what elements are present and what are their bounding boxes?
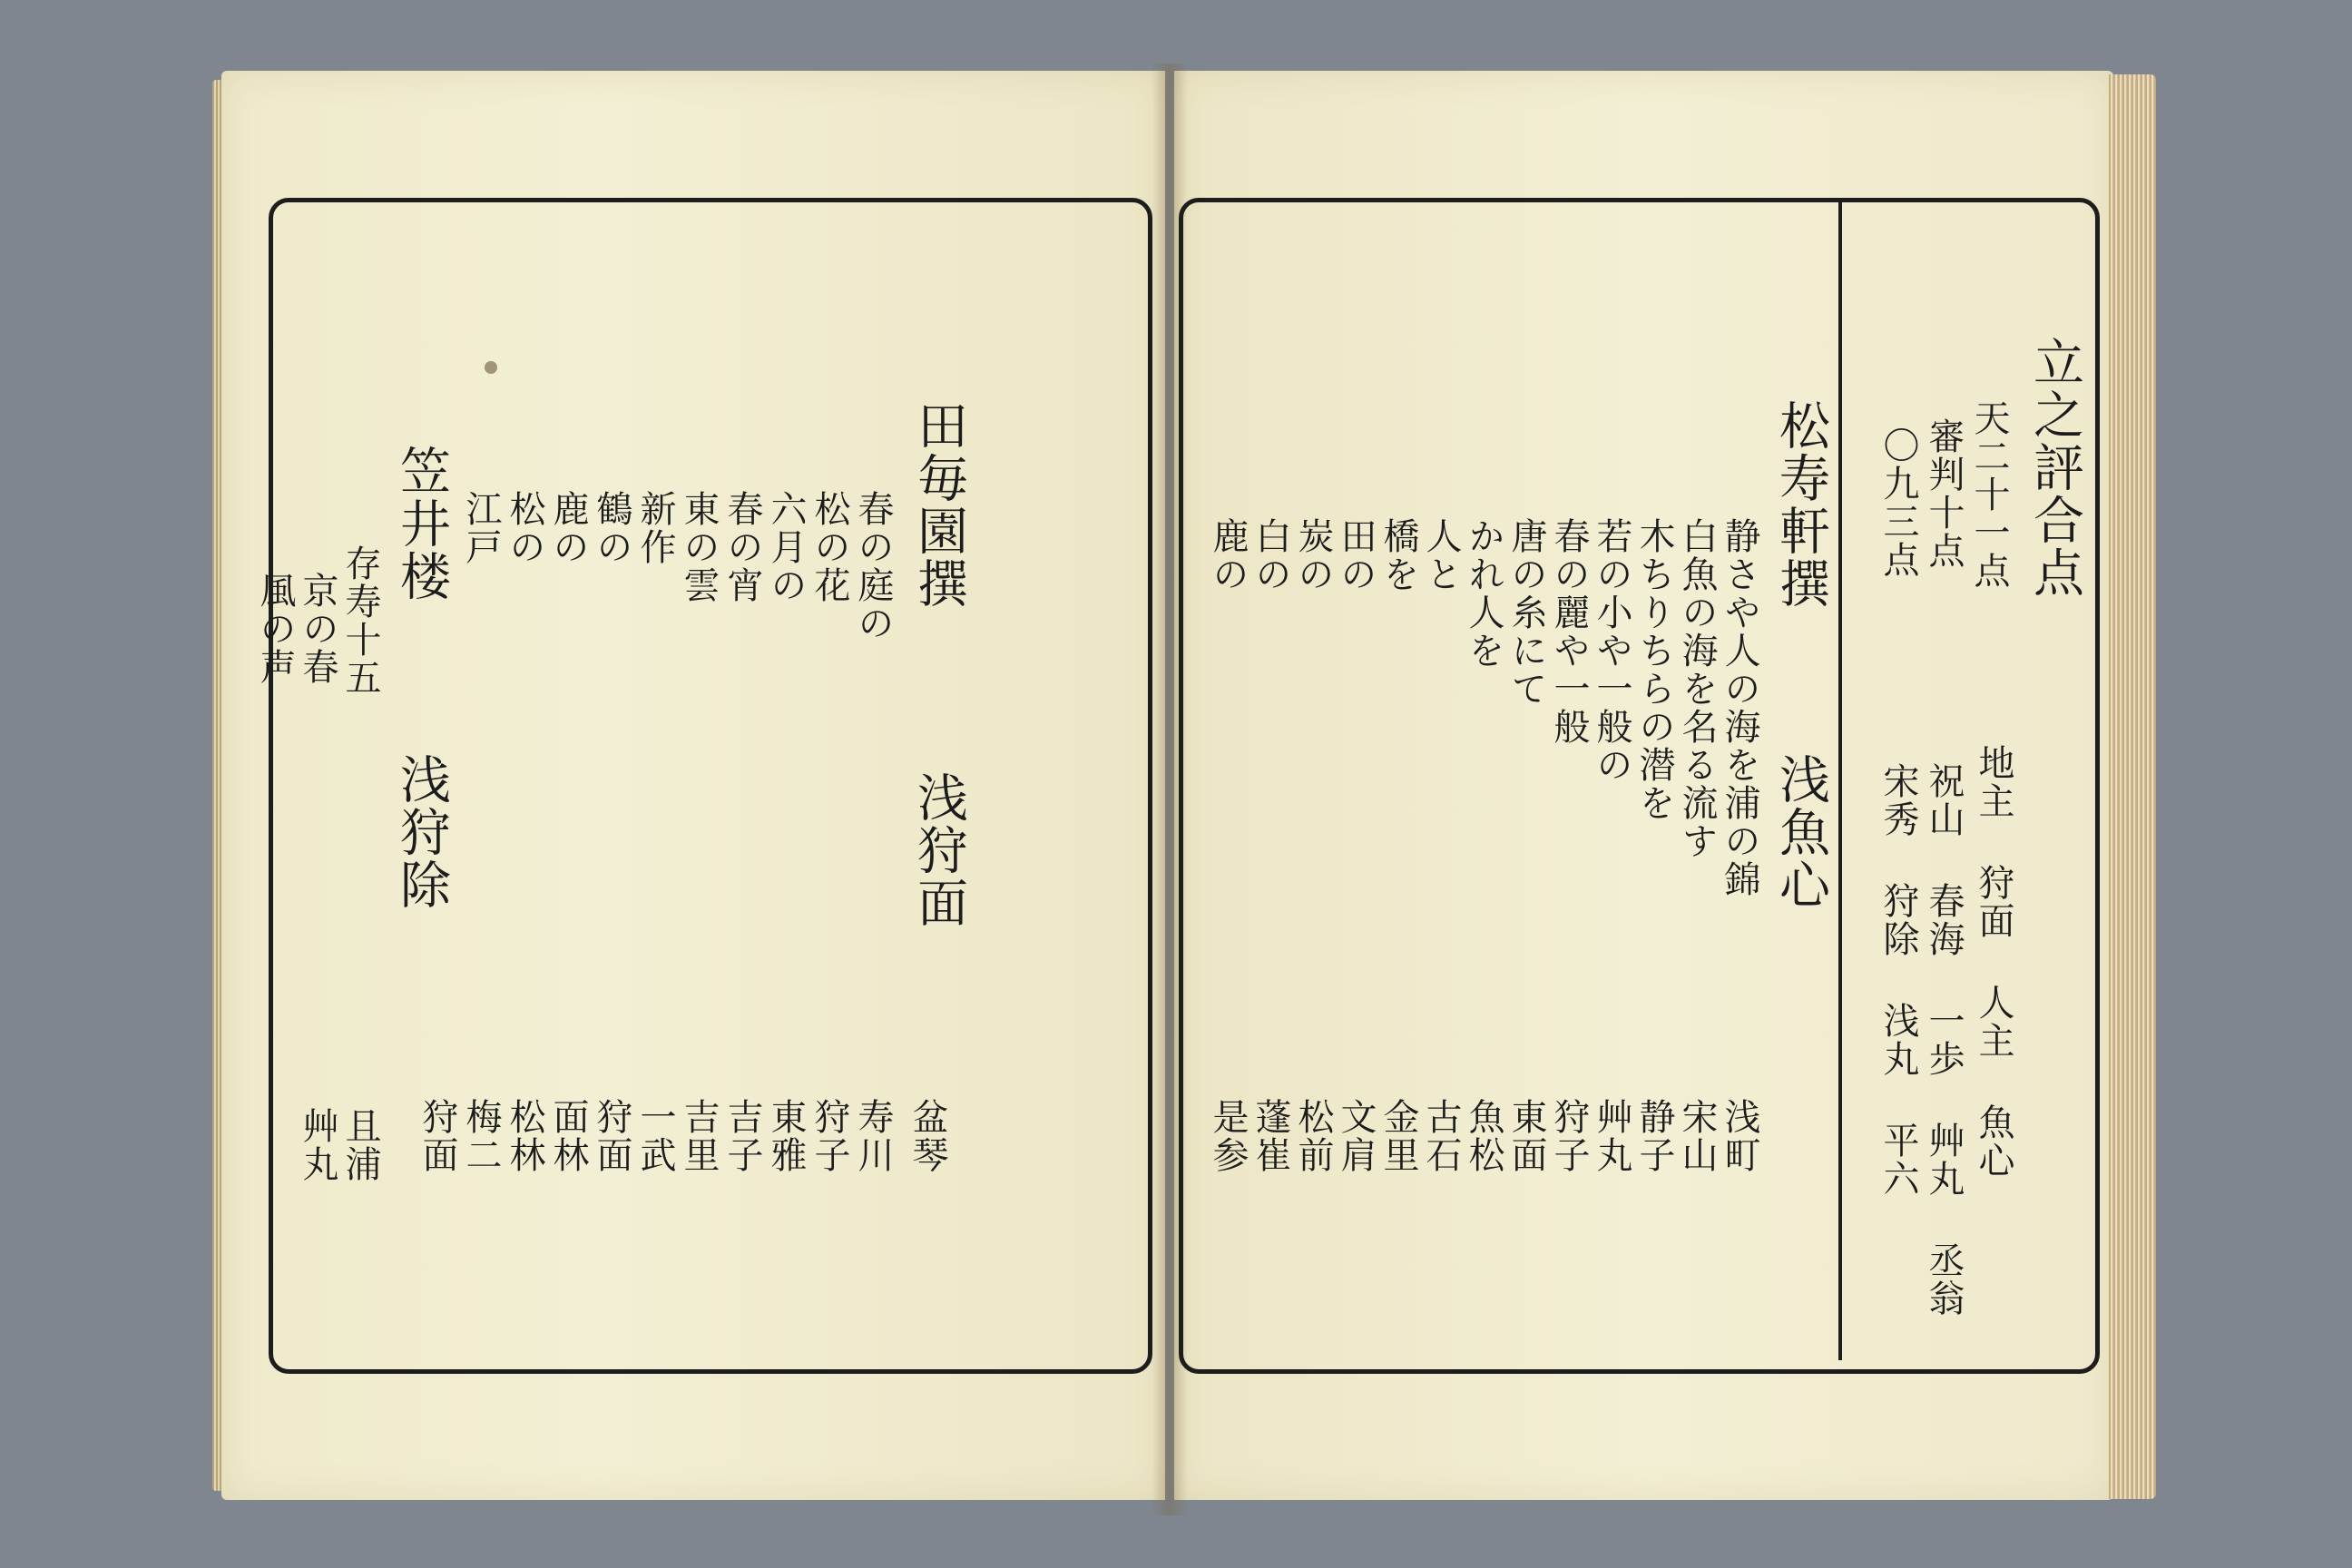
author-name: 梅二 xyxy=(460,1098,502,1174)
author-name: 寿川 xyxy=(852,1098,894,1174)
author-name: 静子 xyxy=(1633,1098,1675,1174)
poem-line: 木ちりちらの潜を xyxy=(1633,517,1675,822)
poem-line: 春の庭の xyxy=(852,490,894,642)
ink-spot xyxy=(485,361,497,374)
poem-line: 江戸 xyxy=(460,490,502,566)
poem-line: 鶴の xyxy=(591,490,632,566)
author-name: 狩面 xyxy=(416,1098,458,1174)
poem-line: 人と xyxy=(1420,517,1462,593)
author-name: 是参 xyxy=(1207,1098,1249,1174)
poem-line: 橋を xyxy=(1377,517,1419,593)
page-edge-right xyxy=(2109,74,2156,1499)
poem-line: 松の花 xyxy=(808,490,850,604)
poem-line: 新作 xyxy=(634,490,676,566)
poem-line: 東の雲 xyxy=(678,490,720,604)
right-column-divider xyxy=(1838,202,1842,1360)
rank-line-2: 祝山 春海 一歩 艸丸 丞翁 xyxy=(1923,762,1965,1318)
poem-line: 六月の xyxy=(765,490,807,604)
right-title: 立之評合点 xyxy=(2025,336,2084,599)
poem-line: 京の春 xyxy=(297,572,338,686)
rank-line-1: 地主 狩面 人主 魚心 xyxy=(1973,744,2014,1180)
author-name: 艸丸 xyxy=(1591,1098,1632,1174)
author-name: 浅町 xyxy=(1719,1098,1760,1174)
poem-line: 白魚の海を名る流す xyxy=(1676,517,1718,860)
author-name: 一武 xyxy=(634,1098,676,1174)
poem-line: 田の xyxy=(1335,517,1377,593)
judge-line-2: 審判十点 xyxy=(1923,417,1965,570)
poem-line: 炭の xyxy=(1292,517,1334,593)
author-name: 狩子 xyxy=(1548,1098,1590,1174)
poem-line: 春の宵 xyxy=(721,490,763,604)
author-name: 文肩 xyxy=(1335,1098,1377,1174)
author-name: 蓬崔 xyxy=(1250,1098,1291,1174)
poem-line: 唐の糸にて xyxy=(1505,517,1547,708)
author-name: 艸丸 xyxy=(297,1107,338,1183)
poem-line: 白の xyxy=(1250,517,1291,593)
poem-line: 風の声 xyxy=(254,572,296,686)
author-name: 且浦 xyxy=(339,1107,381,1183)
poem-line: 静さや人の海を浦の錦 xyxy=(1719,517,1760,898)
rank-line-3: 宋秀 狩除 浅丸 平六 xyxy=(1877,762,1919,1198)
author-name: 魚松 xyxy=(1463,1098,1504,1174)
author-name: 面林 xyxy=(547,1098,589,1174)
author-name: 東雅 xyxy=(765,1098,807,1174)
left-section-sub: 浅狩面 xyxy=(909,771,968,929)
author-name: 松林 xyxy=(504,1098,545,1174)
author-name: 宋山 xyxy=(1676,1098,1718,1174)
poem-line: 若の小や一般の xyxy=(1591,517,1632,784)
author-name: 狩面 xyxy=(591,1098,632,1174)
author-name: 吉子 xyxy=(721,1098,763,1174)
judge-line-1: 天二十一点 xyxy=(1968,399,2010,590)
right-section-sub: 浅魚心 xyxy=(1771,753,1830,911)
second-section-sub: 浅狩除 xyxy=(392,753,451,911)
second-section-head: 笠井楼 xyxy=(392,445,451,603)
author-name: 松前 xyxy=(1292,1098,1334,1174)
author-name: 古石 xyxy=(1420,1098,1462,1174)
author-name: 盆琴 xyxy=(906,1098,948,1174)
poem-line: 鹿の xyxy=(547,490,589,566)
author-name: 金里 xyxy=(1377,1098,1419,1174)
judge-line-3: 〇九三点 xyxy=(1877,426,1919,579)
poem-line: かれ人を xyxy=(1463,517,1504,670)
author-name: 東面 xyxy=(1505,1098,1547,1174)
poem-line: 春の麗や一般 xyxy=(1548,517,1590,746)
open-book xyxy=(212,64,2163,1515)
left-section-head: 田毎園撰 xyxy=(909,399,968,610)
right-section-head: 松寿軒撰 xyxy=(1771,399,1830,610)
poem-line: 鹿の xyxy=(1207,517,1249,593)
poem-line: 松の xyxy=(504,490,545,566)
author-name: 吉里 xyxy=(678,1098,720,1174)
poem-line: 存寿十五 xyxy=(339,544,381,697)
author-name: 狩子 xyxy=(808,1098,850,1174)
